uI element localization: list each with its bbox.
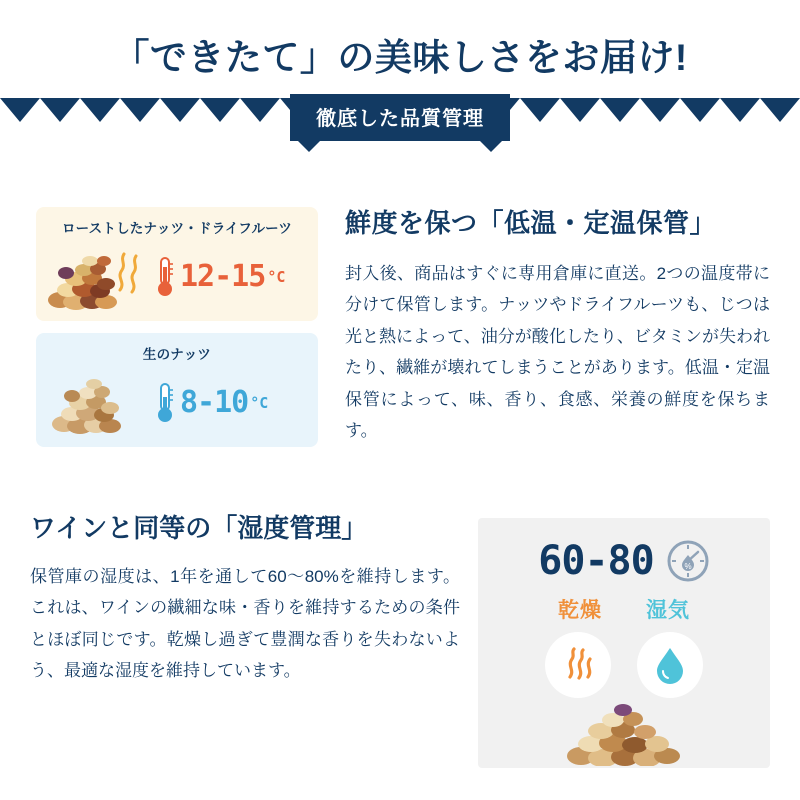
humidity-icon-row (478, 632, 770, 698)
section-body-humidity: 保管庫の湿度は、1年を通して60〜80%を維持します。これは、ワインの繊細な味・香りを維持するための条件とほぼ同じです。乾燥し過ぎて豊潤な香りを失わないよう、最適な湿度を維持しています。 (30, 567, 460, 681)
page-header (0, 0, 800, 134)
thermometer-cold-icon (154, 381, 176, 425)
temperature-reading-raw (154, 381, 268, 425)
temperature-value: 12-15 (180, 259, 266, 294)
humidity-range-row (478, 518, 770, 584)
section-title-humidity: ワインと同等の「湿度管理」 (30, 513, 368, 543)
mixed-nuts-photo (559, 692, 689, 766)
humidity-text (30, 508, 460, 687)
water-drop-icon (651, 645, 689, 685)
temperature-card-body (36, 367, 318, 439)
section-title-cold-storage: 鮮度を保つ「低温・定温保管」 (345, 208, 717, 238)
temperature-card-raw (36, 333, 318, 447)
zigzag-band (0, 98, 800, 134)
temperature-unit: °C (250, 394, 269, 412)
humidity-panel (478, 518, 770, 768)
temperature-card-list (36, 207, 318, 459)
temperature-reading-roasted (154, 255, 285, 299)
humidity-label-wet: 湿気 (646, 599, 690, 622)
temperature-card-label: 生のナッツ (142, 347, 212, 362)
quality-badge: 徹底した品質管理 (290, 94, 510, 141)
temperature-value: 8-10 (180, 385, 249, 420)
thermometer-hot-icon (154, 255, 176, 299)
wet-icon-badge (637, 632, 703, 698)
dry-icon-badge (545, 632, 611, 698)
humidity-label-row (478, 594, 770, 624)
section-humidity (0, 500, 800, 790)
cold-storage-text (345, 203, 770, 447)
temperature-card-label: ローストしたナッツ・ドライフルーツ (61, 221, 293, 236)
humidity-gauge-icon (666, 539, 710, 583)
humidity-label-dry: 乾燥 (558, 599, 602, 622)
page-title: 「できたて」の美味しさをお届け! (112, 37, 688, 78)
temperature-unit: °C (267, 268, 286, 286)
raw-nuts-photo (46, 370, 150, 436)
roasted-nuts-photo (46, 244, 150, 310)
humidity-range-value: 60-80 (538, 538, 654, 584)
svg-text:%: % (684, 562, 692, 571)
temperature-card-body (36, 241, 318, 313)
temperature-card-roasted (36, 207, 318, 321)
section-body-cold-storage: 封入後、商品はすぐに専用倉庫に直送。2つの温度帯に分けて保管します。ナッツやドライフルーツも、じつは光と熱によって、油分が酸化したり、ビタミンが失われたり、繊維が壊れてしまうことがあります。低温・定温保管によって、味、香り、食感、栄養の鮮度を保ちます。 (345, 264, 770, 441)
heat-waves-icon (558, 645, 598, 685)
section-cold-storage (0, 195, 800, 485)
